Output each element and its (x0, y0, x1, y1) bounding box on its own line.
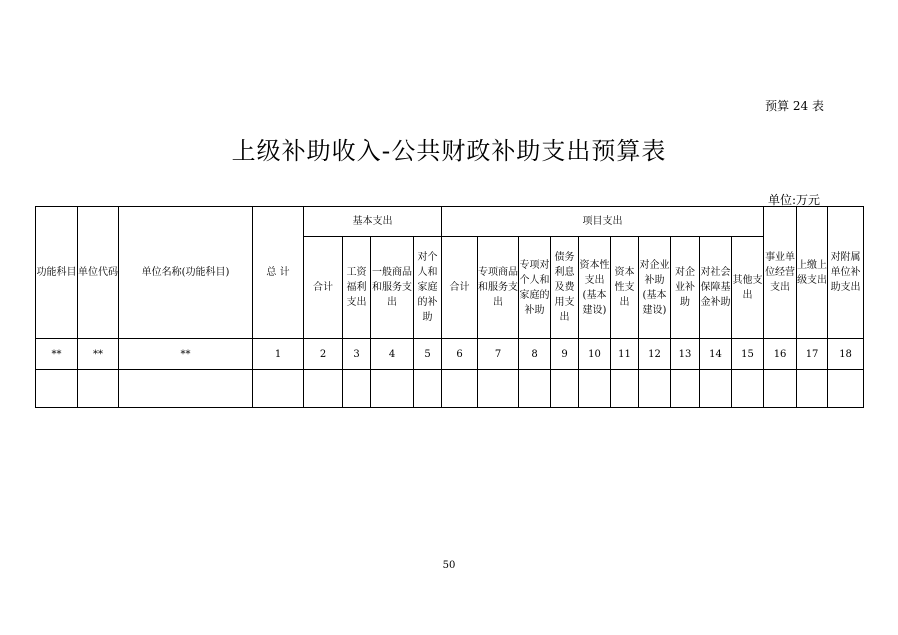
data-cell[interactable] (700, 370, 732, 408)
index-cell: 8 (519, 339, 551, 370)
header-project-household-subsidy: 专项对个人和家庭的补助 (519, 237, 551, 339)
index-row (36, 339, 864, 370)
data-cell[interactable] (304, 370, 343, 408)
index-cell: 15 (732, 339, 764, 370)
header-project-expense: 项目支出 (442, 207, 764, 237)
header-project-social-security: 对社会保障基金补助 (700, 237, 732, 339)
index-cell: 9 (551, 339, 579, 370)
data-cell[interactable] (442, 370, 478, 408)
header-project-goods-services: 专项商品和服务支出 (478, 237, 519, 339)
index-cell: 10 (579, 339, 611, 370)
header-total: 总 计 (253, 207, 304, 339)
data-cell[interactable] (828, 370, 864, 408)
index-cell: 3 (343, 339, 371, 370)
header-project-enterprise-construction: 对企业补助(基本建设) (639, 237, 671, 339)
data-cell[interactable] (671, 370, 700, 408)
data-cell[interactable] (551, 370, 579, 408)
header-basic-household-subsidy: 对个人和家庭的补助 (414, 237, 442, 339)
index-cell: ** (36, 339, 78, 370)
budget-table (35, 206, 864, 408)
header-func-subject: 功能科目 (36, 207, 78, 339)
unit-label: 单位:万元 (767, 193, 820, 207)
data-cell[interactable] (579, 370, 611, 408)
empty-data-row (36, 370, 864, 408)
header-subsidiary-subsidy: 对附属单位补助支出 (828, 207, 864, 339)
data-cell[interactable] (732, 370, 764, 408)
index-cell: 18 (828, 339, 864, 370)
data-cell[interactable] (78, 370, 119, 408)
index-cell: 17 (797, 339, 828, 370)
data-cell[interactable] (797, 370, 828, 408)
index-cell: 7 (478, 339, 519, 370)
data-cell[interactable] (414, 370, 442, 408)
data-cell[interactable] (764, 370, 797, 408)
form-number: 预算 24 表 (765, 99, 824, 113)
data-cell[interactable] (611, 370, 639, 408)
data-cell[interactable] (119, 370, 253, 408)
data-cell[interactable] (36, 370, 78, 408)
index-cell: 16 (764, 339, 797, 370)
data-cell[interactable] (519, 370, 551, 408)
index-cell: 6 (442, 339, 478, 370)
data-cell[interactable] (639, 370, 671, 408)
index-cell: 13 (671, 339, 700, 370)
index-cell: 4 (371, 339, 414, 370)
index-cell: ** (119, 339, 253, 370)
index-cell: 14 (700, 339, 732, 370)
page-title: 上级补助收入-公共财政补助支出预算表 (231, 137, 667, 165)
header-project-capital: 资本性支出 (611, 237, 639, 339)
index-cell: 2 (304, 339, 343, 370)
header-project-debt-interest: 债务利息及费用支出 (551, 237, 579, 339)
header-row-group (36, 207, 864, 237)
index-cell: 12 (639, 339, 671, 370)
header-basic-goods-services: 一般商品和服务支出 (371, 237, 414, 339)
header-project-enterprise-subsidy: 对企业补助 (671, 237, 700, 339)
header-project-other: 其他支出 (732, 237, 764, 339)
page-number: 50 (442, 560, 456, 571)
index-cell: 11 (611, 339, 639, 370)
header-basic-subtotal: 合计 (304, 237, 343, 339)
header-biz-operating-expense: 事业单位经营支出 (764, 207, 797, 339)
header-project-subtotal: 合计 (442, 237, 478, 339)
header-unit-code: 单位代码 (78, 207, 119, 339)
data-cell[interactable] (343, 370, 371, 408)
data-cell[interactable] (478, 370, 519, 408)
header-upper-level-expense: 上缴上级支出 (797, 207, 828, 339)
index-cell: 5 (414, 339, 442, 370)
data-cell[interactable] (371, 370, 414, 408)
header-project-capital-construction: 资本性支出(基本建设) (579, 237, 611, 339)
index-cell: 1 (253, 339, 304, 370)
header-basic-expense: 基本支出 (304, 207, 442, 237)
header-unit-name: 单位名称(功能科目) (119, 207, 253, 339)
data-cell[interactable] (253, 370, 304, 408)
index-cell: ** (78, 339, 119, 370)
header-basic-salary: 工资福利支出 (343, 237, 371, 339)
